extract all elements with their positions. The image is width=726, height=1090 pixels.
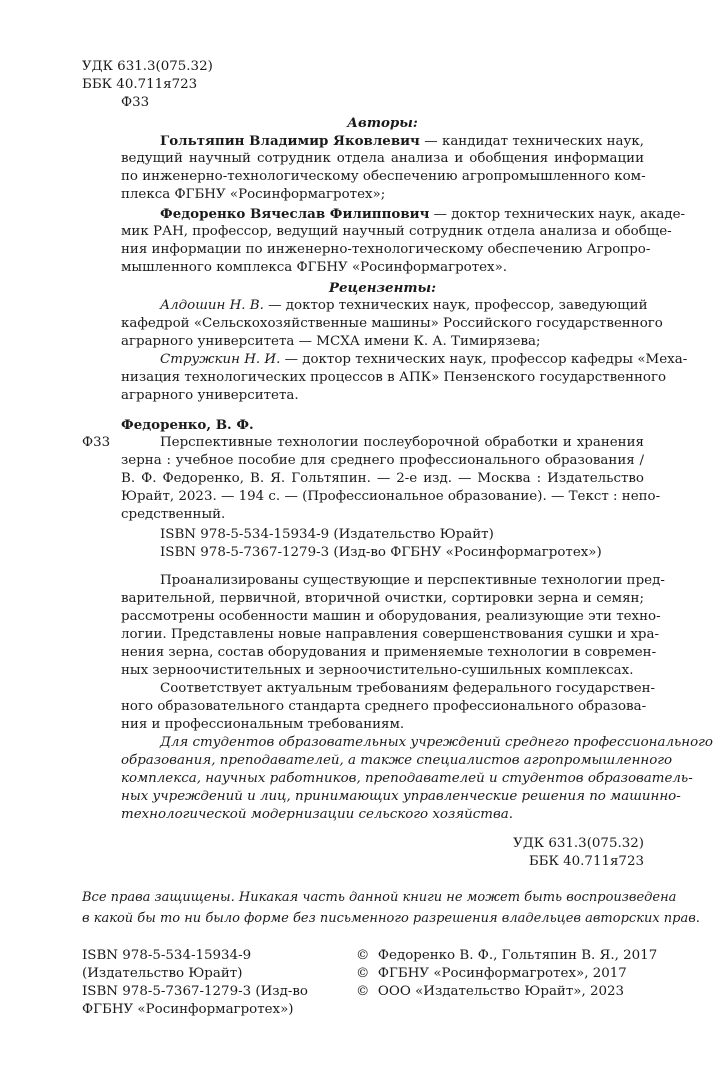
author-2-text: ния информации по инженерно-технологическому обеспечению Агропро- xyxy=(121,242,651,257)
udk-code: УДК 631.3(075.32) xyxy=(82,59,213,74)
footer-isbn: ФГБНУ «Росинформагротех») xyxy=(82,1002,294,1017)
annotation-text: рассмотрены особенности машин и оборудования, реализующие эти техно- xyxy=(121,609,661,624)
annotation-text: варительной, первичной, вторичной очистки, сортировки зерна и семян; xyxy=(121,591,644,606)
author-1-line xyxy=(160,132,644,151)
author-1-name: Гольтяпин Владимир Яковлевич xyxy=(160,133,420,149)
author-mark: Ф33 xyxy=(121,95,150,110)
footer-isbn: ISBN 978-5-7367-1279-3 (Изд-во xyxy=(82,984,308,999)
footer-isbn: ISBN 978-5-534-15934-9 xyxy=(82,948,252,963)
reviewer-2-line xyxy=(160,351,688,369)
author-2-line xyxy=(160,205,686,224)
author-1-text: по инженерно-технологическому обеспечению агропромышленного ком- xyxy=(121,169,646,184)
reviewer-1-desc: — доктор технических наук, профессор, заведующий xyxy=(263,298,648,313)
rights-notice: Все права защищены. Никакая часть данной книги не может быть воспроизведена xyxy=(82,890,677,905)
authors-heading: Авторы: xyxy=(347,115,418,131)
annotation-text: логии. Представлены новые направления совершенствования сушки и хра- xyxy=(121,627,660,642)
audience-text: Для студентов образовательных учреждений среднего профессионального xyxy=(160,735,713,750)
author-1-text: плекса ФГБНУ «Росинформагротех»; xyxy=(121,187,386,202)
catalog-text: средственный. xyxy=(121,507,226,522)
isbn-line: ISBN 978-5-7367-1279-3 (Изд-во ФГБНУ «Росинформагротех») xyxy=(160,545,602,560)
udk-code-right: УДК 631.3(075.32) xyxy=(513,836,644,851)
reviewers-heading: Рецензенты: xyxy=(328,280,437,296)
reviewer-1-text: аграрного университета — МСХА имени К. А. Тимирязева; xyxy=(121,334,541,349)
author-2-name: Федоренко Вячеслав Филиппович xyxy=(160,206,430,222)
catalog-text: Перспективные технологии послеуборочной обработки и хранения xyxy=(160,435,644,450)
annotation-text: Проанализированы существующие и перспективные технологии пред- xyxy=(160,573,665,588)
audience-text: образования, преподавателей, а также специалистов агропромышленного xyxy=(121,753,673,768)
catalog-text: зерна : учебное пособие для среднего профессионального образования / xyxy=(121,453,644,468)
copyright-line: © ФГБНУ «Росинформагротех», 2017 xyxy=(356,966,627,981)
audience-text: технологической модернизации сельского хозяйства. xyxy=(121,807,513,822)
catalog-author: Федоренко, В. Ф. xyxy=(121,417,254,433)
footer-isbn: (Издательство Юрайт) xyxy=(82,966,243,981)
catalog-mark: Ф33 xyxy=(82,435,111,450)
reviewer-1-line xyxy=(160,297,648,315)
copyright-line: © Федоренко В. Ф., Гольтяпин В. Я., 2017 xyxy=(356,948,658,963)
reviewer-1-name: Алдошин Н. В. xyxy=(160,298,264,313)
annotation-text: ного образовательного стандарта среднего профессионального образова- xyxy=(121,699,647,714)
rights-notice: в какой бы то ни было форме без письменного разрешения владельцев авторских прав. xyxy=(82,911,700,926)
audience-text: комплекса, научных работников, преподавателей и студентов образователь- xyxy=(121,771,693,786)
catalog-text: Юрайт, 2023. — 194 с. — (Профессиональное образование). — Текст : непо- xyxy=(121,489,661,504)
annotation-text: ных зерноочистительных и зерноочистительно-сушильных комплексах. xyxy=(121,663,634,678)
author-1-text: ведущий научный сотрудник отдела анализа и обобщения информации xyxy=(121,151,644,166)
reviewer-2-text: аграрного университета. xyxy=(121,388,299,403)
reviewer-2-name: Стружкин Н. И. xyxy=(160,352,281,367)
annotation-text: Соответствует актуальным требованиям федерального государствен- xyxy=(160,681,656,696)
annotation-text: ния и профессиональным требованиям. xyxy=(121,717,405,732)
isbn-line: ISBN 978-5-534-15934-9 (Издательство Юрайт) xyxy=(160,527,494,542)
author-1-desc: — кандидат технических наук, xyxy=(419,134,644,149)
audience-text: ных учреждений и лиц, принимающих управленческие решения по машинно- xyxy=(121,789,681,804)
bbk-code: ББК 40.711я723 xyxy=(82,77,198,92)
reviewer-2-desc: — доктор технических наук, профессор кафедры «Меха- xyxy=(280,352,688,367)
bbk-code-right: ББК 40.711я723 xyxy=(528,854,644,869)
author-2-text: мик РАН, профессор, ведущий научный сотрудник отдела анализа и обобще- xyxy=(121,224,672,239)
author-2-desc: — доктор технических наук, акаде- xyxy=(429,207,686,222)
author-2-text: мышленного комплекса ФГБНУ «Росинформагротех». xyxy=(121,260,508,275)
copyright-line: © ООО «Издательство Юрайт», 2023 xyxy=(356,984,625,999)
catalog-text: В. Ф. Федоренко, В. Я. Гольтяпин. — 2-е изд. — Москва : Издательство xyxy=(121,471,644,486)
annotation-text: нения зерна, состав оборудования и применяемые технологии в современ- xyxy=(121,645,657,660)
reviewer-1-text: кафедрой «Сельскохозяйственные машины» Российского государственного xyxy=(121,316,663,331)
reviewer-2-text: низация технологических процессов в АПК» Пензенского государственного xyxy=(121,370,667,385)
